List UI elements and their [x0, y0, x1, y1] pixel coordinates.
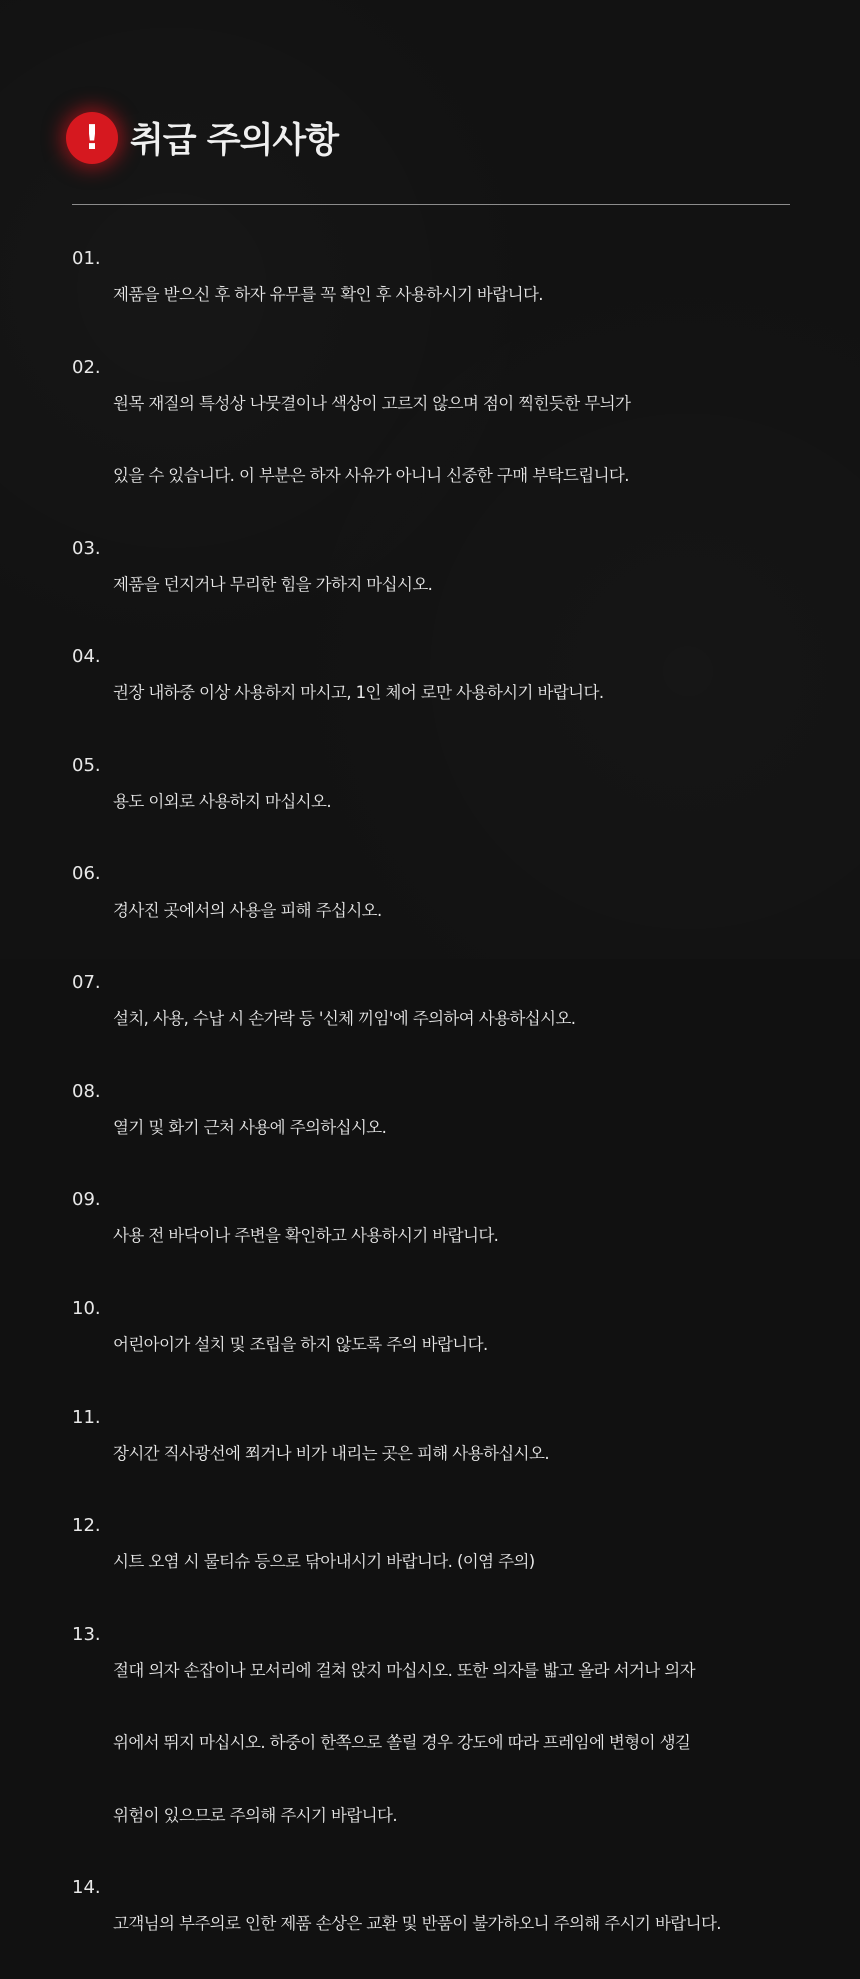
item-text — [113, 1508, 813, 1617]
item-text — [113, 856, 813, 965]
item-line: 장시간 직사광선에 쬐거나 비가 내리는 곳은 피해 사용하십시오. — [113, 1443, 549, 1463]
item-number: 01. — [72, 248, 101, 269]
item-line: 용도 이외로 사용하지 마십시오. — [113, 792, 331, 812]
item-text — [113, 1870, 813, 1979]
section-header — [66, 112, 338, 164]
list-item — [72, 1870, 816, 1979]
list-item — [72, 1182, 816, 1291]
item-number: 10. — [72, 1297, 101, 1319]
item-number: 05. — [72, 754, 101, 776]
item-number: 09. — [72, 1189, 101, 1211]
item-number: 11. — [72, 1406, 101, 1428]
item-number: 14. — [72, 1877, 101, 1899]
item-text — [113, 1617, 813, 1870]
list-item — [72, 856, 816, 965]
item-line: 어린아이가 설치 및 조립을 하지 않도록 주의 바랍니다. — [113, 1335, 488, 1355]
item-text — [113, 241, 813, 350]
list-item — [72, 965, 816, 1074]
list-item — [72, 350, 816, 531]
item-line: 고객님의 부주의로 인한 제품 손상은 교환 및 반품이 불가하오니 주의해 주시기 바랍니다. — [113, 1914, 721, 1934]
item-line: 경사진 곳에서의 사용을 피해 주십시오. — [113, 900, 382, 920]
item-line: 위에서 뛰지 마십시오. 하중이 한쪽으로 쏠릴 경우 강도에 따라 프레임에 변형이 생길 — [113, 1733, 691, 1753]
item-line: 절대 의자 손잡이나 모서리에 걸쳐 앉지 마십시오. 또한 의자를 밟고 올라 서거나 의자 — [113, 1660, 695, 1680]
item-text — [113, 1291, 813, 1400]
item-line: 사용 전 바닥이나 주변을 확인하고 사용하시기 바랍니다. — [113, 1226, 499, 1246]
item-text — [113, 1182, 813, 1291]
list-item — [72, 241, 816, 350]
item-number: 03. — [72, 537, 101, 559]
item-text — [113, 748, 813, 857]
item-number: 06. — [72, 863, 101, 885]
warning-icon: ! — [66, 112, 118, 164]
list-item — [72, 1617, 816, 1870]
list-item — [72, 1291, 816, 1400]
list-item — [72, 1074, 816, 1183]
item-number: 07. — [72, 972, 101, 994]
item-line: 제품을 받으신 후 하자 유무를 꼭 확인 후 사용하시기 바랍니다. — [113, 285, 543, 305]
item-text — [113, 1400, 813, 1509]
item-number: 13. — [72, 1623, 101, 1645]
item-line: 제품을 던지거나 무리한 힘을 가하지 마십시오. — [113, 574, 433, 594]
item-line: 권장 내하중 이상 사용하지 마시고, 1인 체어 로만 사용하시기 바랍니다. — [113, 683, 604, 703]
item-text — [113, 639, 813, 748]
item-text — [113, 350, 813, 531]
item-line: 설치, 사용, 수납 시 손가락 등 '신체 끼임'에 주의하여 사용하십시오. — [113, 1009, 576, 1029]
item-line: 시트 오염 시 물티슈 등으로 닦아내시기 바랍니다. (이염 주의) — [113, 1552, 535, 1572]
item-number: 12. — [72, 1515, 101, 1537]
page-title: 취급 주의사항 — [130, 121, 339, 161]
item-line: 원목 재질의 특성상 나뭇결이나 색상이 고르지 않으며 점이 찍힌듯한 무늬가 — [113, 393, 631, 413]
item-line: 열기 및 화기 근처 사용에 주의하십시오. — [113, 1117, 387, 1137]
item-text — [113, 965, 813, 1074]
item-text — [113, 1074, 813, 1183]
item-line: 위험이 있으므로 주의해 주시기 바랍니다. — [113, 1805, 397, 1825]
list-item — [72, 531, 816, 640]
item-text — [113, 531, 813, 640]
divider — [72, 204, 790, 205]
item-number: 08. — [72, 1080, 101, 1102]
item-number: 02. — [72, 356, 101, 378]
list-item — [72, 748, 816, 857]
list-item — [72, 1508, 816, 1617]
list-item — [72, 639, 816, 748]
list-item — [72, 1400, 816, 1509]
caution-list — [72, 241, 816, 1979]
item-line: 있을 수 있습니다. 이 부분은 하자 사유가 아니니 신중한 구매 부탁드립니다. — [113, 466, 629, 486]
item-number: 04. — [72, 646, 101, 668]
